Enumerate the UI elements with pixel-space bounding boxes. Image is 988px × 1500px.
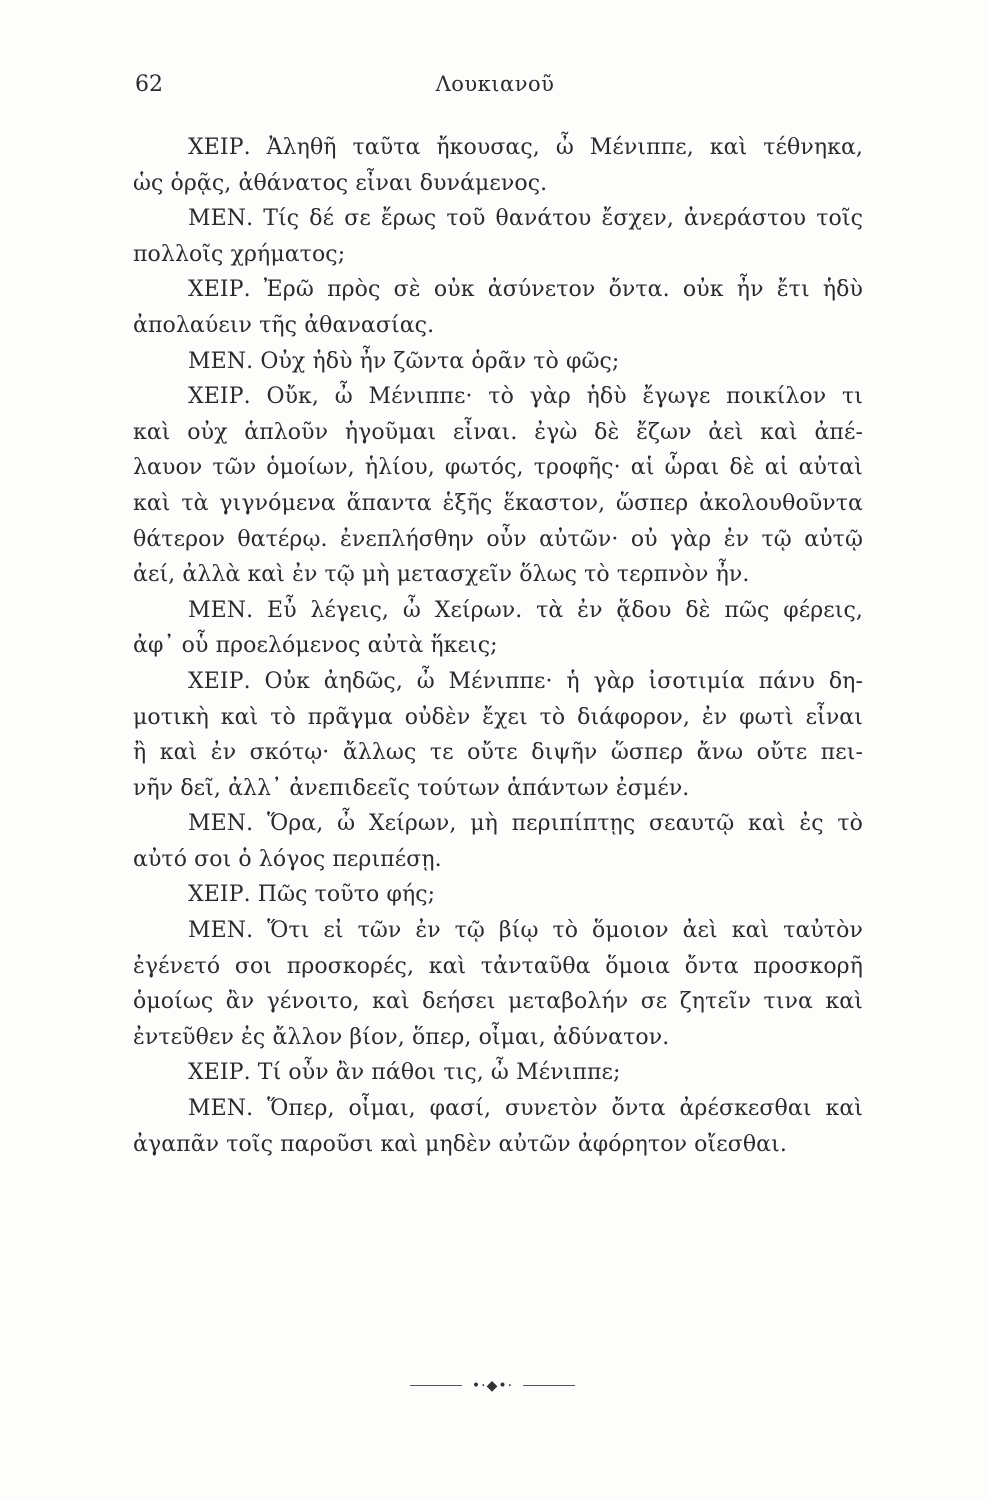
text-line: ΧΕΙΡ. Ἐρῶ πρὸς σὲ οὐκ ἀσύνετον ὄντα. οὐκ ἦν ἔτι ἡδὺ	[188, 277, 863, 303]
text-line: πολλοῖς χρήματος;	[133, 241, 346, 267]
text-line: ΜΕΝ. Ὅρα, ὦ Χείρων, μὴ περιπίπτῃς σεαυτῷ καὶ ἐς τὸ	[188, 811, 863, 837]
dialogue-text	[133, 130, 863, 1162]
text-line: ΜΕΝ. Ὅτι εἰ τῶν ἐν τῷ βίῳ τὸ ὅμοιον ἀεὶ καὶ ταὐτὸν	[188, 918, 863, 944]
text-line: ὁμοίως ἂν γένοιτο, καὶ δεήσει μεταβολήν σε ζητεῖν τινα καὶ	[133, 989, 863, 1015]
text-line: ἀπολαύειν τῆς ἀθανασίας.	[133, 312, 435, 338]
ornament-glyphs: •·◆•·	[471, 1378, 514, 1394]
text-line: ἐντεῦθεν ἐς ἄλλον βίον, ὅπερ, οἶμαι, ἀδύνατον.	[133, 1024, 670, 1050]
text-line: καὶ οὐχ ἁπλοῦν ἡγοῦμαι εἶναι. ἐγὼ δὲ ἔζων ἀεὶ καὶ ἀπέ-	[133, 419, 863, 445]
text-line: ΜΕΝ. Ὅπερ, οἶμαι, φασί, συνετὸν ὄντα ἀρέσκεσθαι καὶ	[188, 1096, 863, 1122]
page-header	[135, 72, 855, 104]
page-number: 62	[135, 72, 163, 97]
text-line: ΜΕΝ. Εὖ λέγεις, ὦ Χείρων. τὰ ἐν ᾅδου δὲ πῶς φέρεις,	[188, 597, 863, 623]
end-ornament	[410, 1376, 575, 1396]
text-line: ἐγένετό σοι προσκορές, καὶ τἀνταῦθα ὅμοια ὄντα προσκορῆ	[133, 953, 863, 979]
text-line: ΜΕΝ. Οὐχ ἡδὺ ἦν ζῶντα ὁρᾶν τὸ φῶς;	[188, 348, 620, 374]
text-line: ΧΕΙΡ. Οὔκ, ὦ Μένιππε· τὸ γὰρ ἡδὺ ἔγωγε ποικίλον τι	[188, 384, 863, 410]
text-line: ἀεί, ἀλλὰ καὶ ἐν τῷ μὴ μετασχεῖν ὅλως τὸ τερπνὸν ἦν.	[133, 562, 750, 588]
running-title: Λουκιανοῦ	[435, 72, 555, 96]
text-line: ἀφ᾽ οὗ προελόμενος αὐτὰ ἥκεις;	[133, 633, 498, 659]
text-line: ΧΕΙΡ. Οὐκ ἀηδῶς, ὦ Μένιππε· ἡ γὰρ ἰσοτιμία πάνυ δη-	[188, 668, 863, 694]
text-line: ΜΕΝ. Τίς δέ σε ἔρως τοῦ θανάτου ἔσχεν, ἀνεράστου τοῖς	[188, 206, 863, 232]
text-line: καὶ τὰ γιγνόμενα ἅπαντα ἑξῆς ἕκαστον, ὥσπερ ἀκολουθοῦντα	[133, 490, 863, 516]
text-line: ΧΕΙΡ. Τί οὖν ἂν πάθοι τις, ὦ Μένιππε;	[188, 1060, 621, 1086]
text-line: ΧΕΙΡ. Ἀληθῆ ταῦτα ἤκουσας, ὦ Μένιππε, καὶ τέθνηκα,	[188, 135, 863, 160]
ornament-rule-right	[523, 1385, 575, 1386]
text-line: αὐτό σοι ὁ λόγος περιπέσῃ.	[133, 846, 442, 872]
ornament-rule-left	[410, 1385, 462, 1386]
text-line: ΧΕΙΡ. Πῶς τοῦτο φής;	[188, 882, 436, 908]
text-line: ἢ καὶ ἐν σκότῳ· ἄλλως τε οὔτε διψῆν ὥσπερ ἄνω οὔτε πει-	[133, 740, 863, 766]
text-line: λαυον τῶν ὁμοίων, ἡλίου, φωτός, τροφῆς· αἱ ὧραι δὲ αἱ αὐταὶ	[133, 455, 863, 481]
text-line: θάτερον θατέρῳ. ἐνεπλήσθην οὖν αὐτῶν· οὐ γὰρ ἐν τῷ αὐτῷ	[133, 526, 863, 552]
text-line: μοτικὴ καὶ τὸ πρᾶγμα οὐδὲν ἔχει τὸ διάφορον, ἐν φωτὶ εἶναι	[133, 704, 863, 730]
text-line: ὡς ὁρᾷς, ἀθάνατος εἶναι δυνάμενος.	[133, 170, 548, 196]
text-line: νῆν δεῖ, ἀλλ᾽ ἀνεπιδεεῖς τούτων ἁπάντων ἐσμέν.	[133, 775, 690, 801]
text-line: ἀγαπᾶν τοῖς παροῦσι καὶ μηδὲν αὐτῶν ἀφόρητον οἴεσθαι.	[133, 1131, 787, 1157]
